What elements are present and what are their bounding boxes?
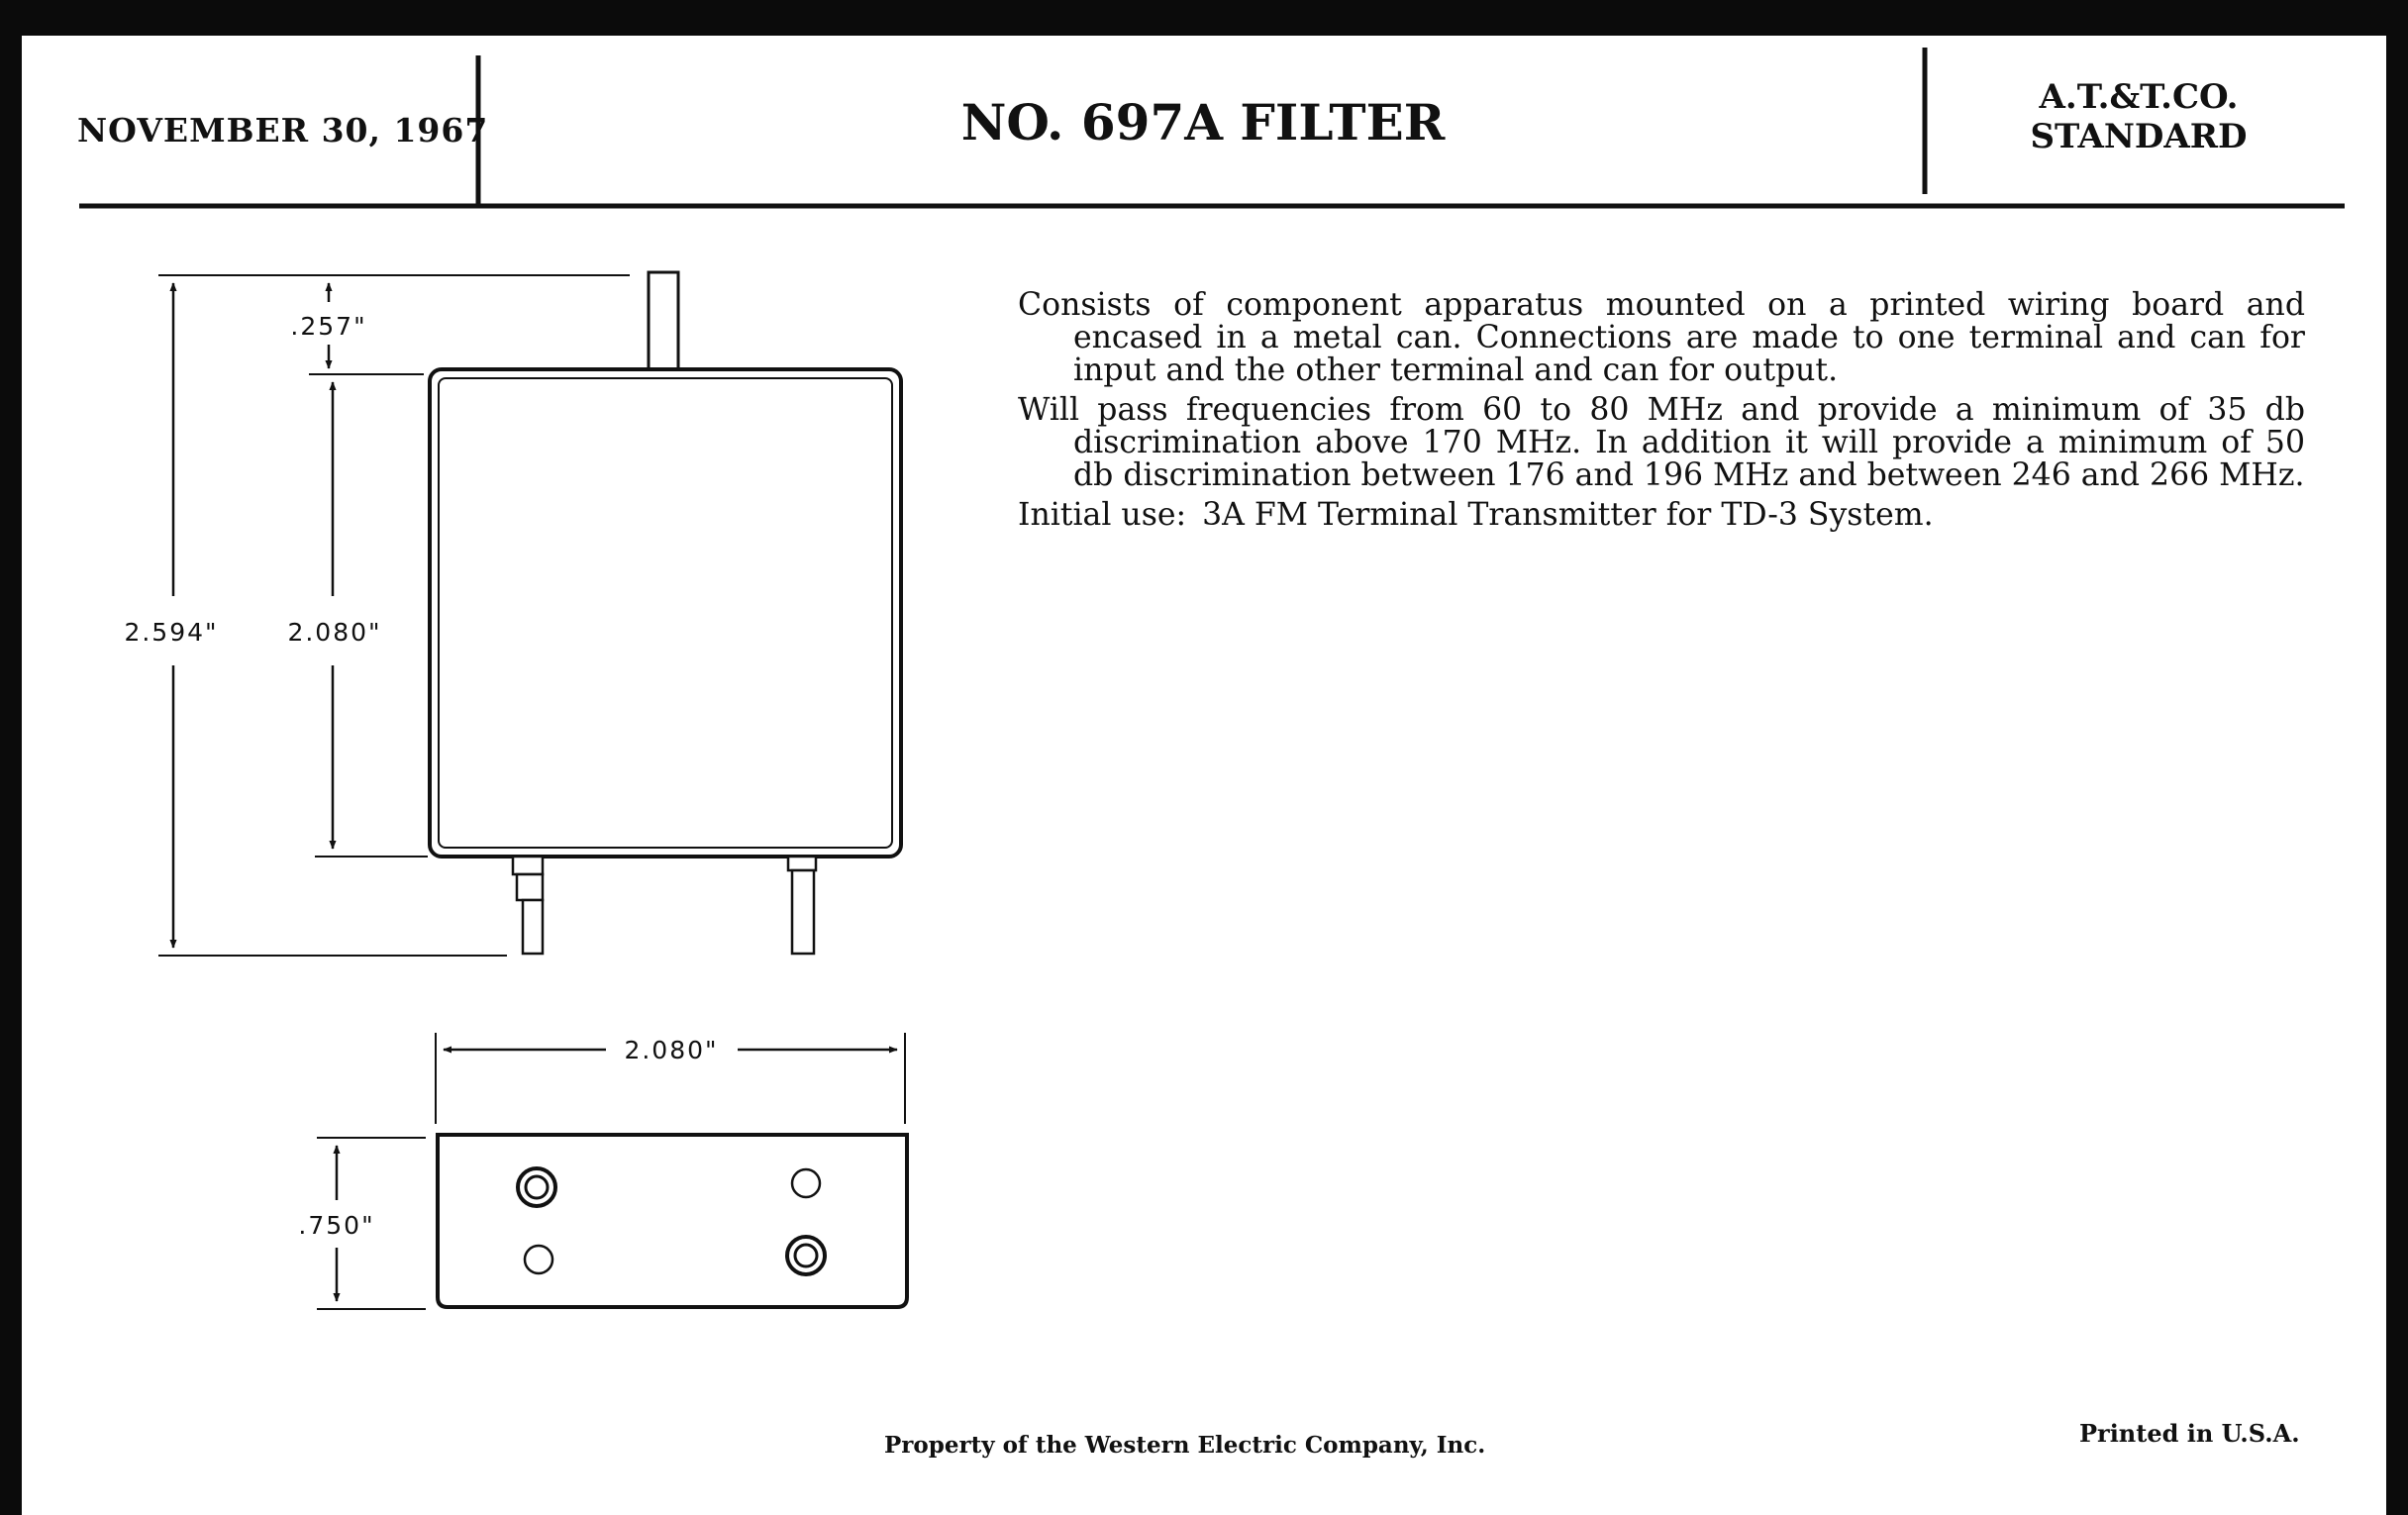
can-width-label: 2.080" <box>624 1036 719 1064</box>
bottom-terminal-right-base <box>788 857 816 870</box>
top-clearance-label: .257" <box>290 312 367 341</box>
bottom-terminal-left-pin <box>523 900 543 954</box>
can-height-label: 2.080" <box>287 618 382 647</box>
initial-use-value: 3A FM Terminal Transmitter for TD-3 System. <box>1202 497 1934 533</box>
initial-use <box>1018 499 2305 532</box>
terminal-bushing-inner <box>526 1176 548 1198</box>
can-depth-label: .750" <box>298 1211 375 1240</box>
can-bottom-view <box>438 1135 907 1307</box>
can-body-outer <box>430 369 901 857</box>
description-paragraph: Will pass frequencies from 60 to 80 MHz and provide a minimum of 35 db discrimination above 170 MHz. In addition it will provide a minimum of 50 db discrimination between 176 and 196 MHz and between 246 and 266 MHz. <box>1018 392 2305 493</box>
bottom-terminal-left-collar <box>517 874 543 900</box>
page-title: NO. 697A FILTER <box>960 93 1446 152</box>
mounting-hole <box>525 1246 552 1273</box>
overall-height-label: 2.594" <box>124 618 219 647</box>
bottom-terminal-right-pin <box>792 870 814 954</box>
footer-property: Property of the Western Electric Company, Inc. <box>884 1432 1486 1459</box>
initial-use-label: Initial use: <box>1018 497 1187 533</box>
standard-line-1: A.T.&T.CO. <box>2039 77 2239 117</box>
description-paragraph: Consists of component apparatus mounted on a printed wiring board and encased in a metal can. Connections are made to one terminal and can for input and the other terminal and can for output. <box>1018 287 2305 388</box>
description <box>1018 289 2305 539</box>
top-terminal <box>649 272 678 369</box>
terminal-bushing-inner <box>795 1245 817 1266</box>
mounting-hole <box>792 1169 820 1197</box>
bottom-terminal-left-base <box>513 857 543 874</box>
standard-line-2: STANDARD <box>2030 117 2248 156</box>
footer-printed: Printed in U.S.A. <box>2079 1419 2300 1448</box>
header-date: NOVEMBER 30, 1967 <box>77 111 489 150</box>
